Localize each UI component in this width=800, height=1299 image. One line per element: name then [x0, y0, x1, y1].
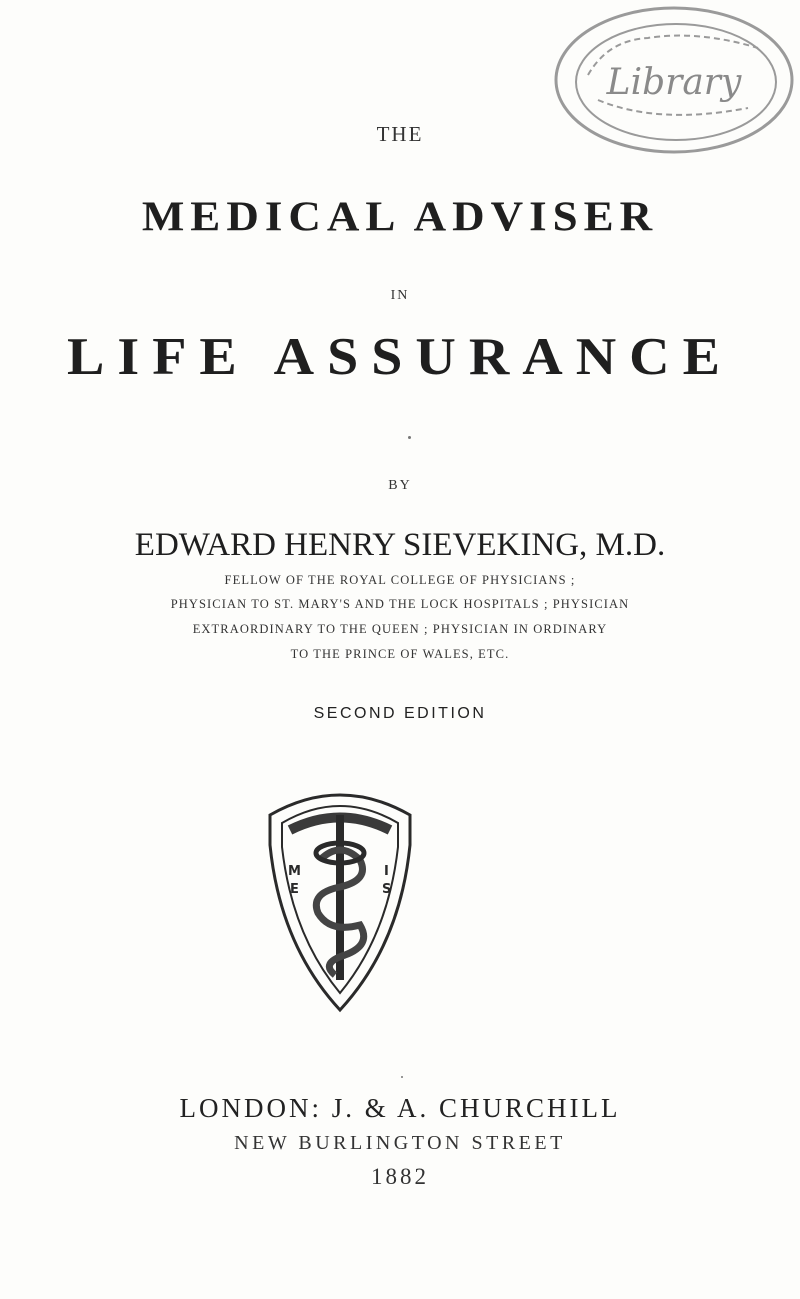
- credential-line: PHYSICIAN TO ST. MARY'S AND THE LOCK HOSPITALS ; PHYSICIAN: [170, 597, 630, 611]
- library-stamp-text: Library: [606, 62, 742, 103]
- publisher-line: LONDON: J. & A. CHURCHILL: [179, 1093, 621, 1123]
- edition: SECOND EDITION: [313, 705, 487, 722]
- credential-line: FELLOW OF THE ROYAL COLLEGE OF PHYSICIANS ;: [224, 573, 576, 587]
- svg-text:E: E: [290, 882, 299, 897]
- svg-text:I: I: [384, 864, 389, 879]
- title-line-1: MEDICAL ADVISER: [141, 192, 659, 240]
- credential-line: EXTRAORDINARY TO THE QUEEN ; PHYSICIAN IN ORDINARY: [192, 622, 608, 636]
- title-the: THE: [376, 122, 424, 146]
- publication-year: 1882: [371, 1164, 429, 1189]
- ink-speck: [401, 1076, 403, 1078]
- author-name: EDWARD HENRY SIEVEKING, M.D.: [134, 527, 666, 563]
- ink-speck: [408, 436, 411, 439]
- device-motto-m: M: [288, 864, 301, 879]
- title-line-2: LIFE ASSURANCE: [67, 327, 733, 387]
- publisher-device: [260, 775, 420, 1015]
- publisher-address: NEW BURLINGTON STREET: [234, 1132, 566, 1154]
- by-line: BY: [388, 478, 412, 493]
- svg-text:S: S: [382, 882, 392, 897]
- credential-line: TO THE PRINCE OF WALES, ETC.: [290, 647, 510, 661]
- title-in: IN: [390, 288, 410, 303]
